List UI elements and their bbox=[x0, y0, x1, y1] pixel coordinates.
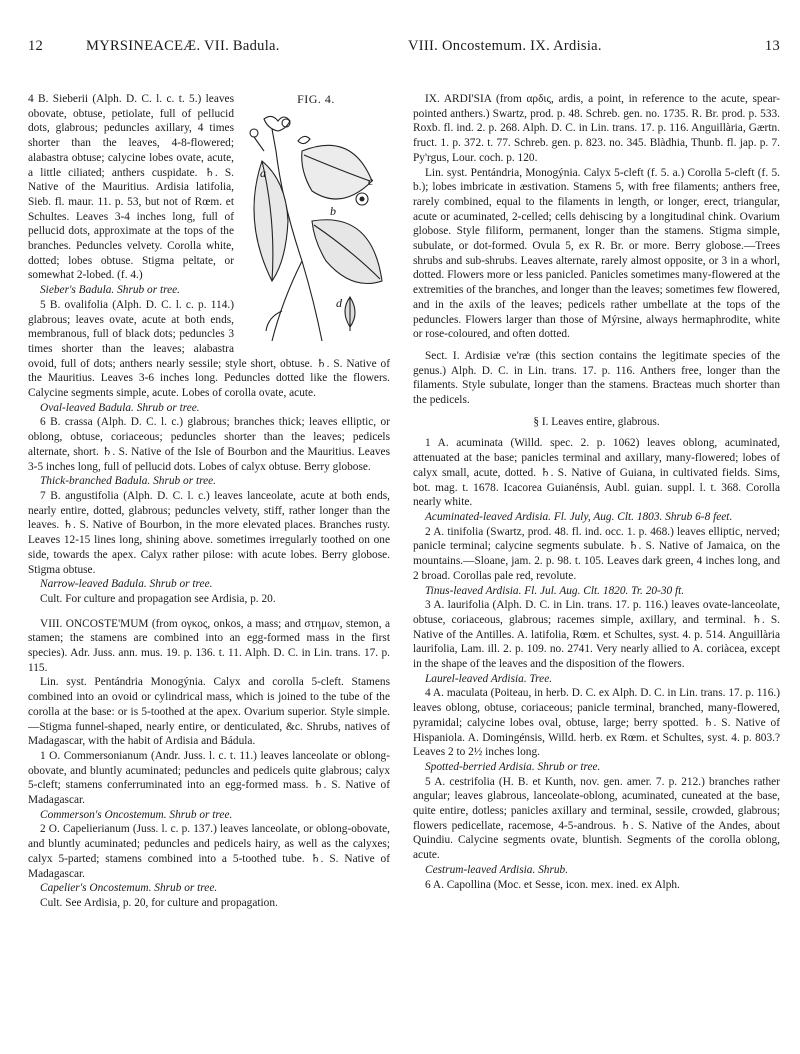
genus-description: Lin. syst. Pentándria, Monogýnia. Calyx 5-cleft (f. 5. a.) Corolla 5-cleft (f. 5. b.); lobes imbricate in æstivation. Stamens 5, with free filaments; anthers free, rarely combined, equal to the filaments in length, or longer, erect, triangular, acute or acuminated, 2-celled; cells dehiscing by a longitudinal chink. Ovarium globose. Style filiform, permanent, longer than the stamens. Stigma simple, subulate, or dot-formed. Ovula 5, ex R. Br. or more. Berry globose.—Trees shrubs and sub-shrubs. Leaves alternate, rarely almost opposite, or 3 in a whorl, dotted. Flowers more or less panicled. Panicles sometimes many-flowered at the extremities of the branches, and longer than the leaves; sometimes few flowered, and in the axils of the leaves; pedicels rather umbellate at the tops of the peduncles. Flowers larger than those of Mýrsine, always hermaphrodite, white or rose-coloured, and often dotted. bbox=[413, 166, 780, 341]
genus-description: Lin. syst. Pentándria Monogýnia. Calyx and corolla 5-cleft. Stamens combined into an ovoid or cylindrical mass, which is joined to the tube of the corolla at the base: or is 5-toothed at the apex. Ovarium superior. Style simple.—Stigma funnel-shaped, nearly entire, or denticulated, &c. Shrubs, natives of Madagascar, with the habit of Ardisia and Bádula. bbox=[28, 676, 390, 748]
species-entry: 5 B. ovalifolia (Alph. D. C. l. c. p. 114.) glabrous; leaves ovate, acute at both ends, membranous, full of black dots; peduncles 3 times shorter than the leaves; alabastra ovoid, full of dots; anthers nearly sessile; style short, obtuse. ♄. S. Native of the Mauritius. Leaves 3-6 inches long. Peduncles dotted like the flowers. Calycine segments simple, acute. Lobes of corolla ovate, acute. bbox=[28, 298, 390, 400]
figure-4 bbox=[242, 92, 390, 350]
common-name: Acuminated-leaved Ardisia. Fl. July, Aug. Clt. 1803. Shrub 6-8 feet. bbox=[425, 510, 733, 523]
common-name: Tinus-leaved Ardisia. Fl. Jul. Aug. Clt. 1820. Tr. 20-30 ft. bbox=[425, 584, 685, 597]
figure-title: FIG. 4. bbox=[297, 92, 335, 106]
common-name: Spotted-berried Ardisia. Shrub or tree. bbox=[425, 760, 601, 773]
common-name: Sieber's Badula. Shrub or tree. bbox=[40, 284, 181, 297]
figure-label-a: a bbox=[260, 165, 266, 180]
common-name: Thick-branched Badula. Shrub or tree. bbox=[40, 475, 217, 488]
common-name: Laurel-leaved Ardisia. Tree. bbox=[425, 672, 553, 685]
common-name: Narrow-leaved Badula. Shrub or tree. bbox=[40, 578, 213, 591]
running-header bbox=[28, 38, 780, 64]
common-name: Cestrum-leaved Ardisia. Shrub. bbox=[425, 863, 569, 876]
common-name: Oval-leaved Badula. Shrub or tree. bbox=[40, 401, 200, 414]
left-column bbox=[28, 92, 390, 911]
species-entry: 4 A. maculata (Poiteau, in herb. D. C. ex Alph. D. C. in Lin. trans. 17. p. 116.) leaves oblong, obtuse, coriaceous; panicle terminal, branched, many-flowered, pyramidal; calycine lobes oval, obtuse, large; berry spotted. ♄. S. Native of Hispaniola. A. Domingénsis, Willd. herb. ex Rœm. et Schultes, syst. 4. p. 803.? Leaves 2 to 2½ inches long. bbox=[413, 687, 780, 759]
right-column bbox=[413, 92, 780, 892]
culture-note: Cult. See Ardisia, p. 20, for culture and propagation. bbox=[40, 896, 278, 909]
figure-label-d: d bbox=[336, 295, 342, 310]
species-entry: 7 B. angustifolia (Alph. D. C. l. c.) leaves lanceolate, acute at both ends, nearly entire, dotted, glabrous; peduncles velvety, stiff, rather longer than the leaves. ♄. S. Native of Bourbon, in the more elevated places. Branches rusty. Leaves 12-15 lines long, shining above. sometimes irregularly toothed on one side, towards the apex. Calyx rather pilose: with acute lobes. Berry globose. Stigma obtuse. bbox=[28, 489, 390, 576]
figure-label-b: b bbox=[330, 203, 336, 218]
species-entry: 1 O. Commersonianum (Andr. Juss. l. c. t. 11.) leaves lanceolate or oblong-obovate, and bluntly acuminated; peduncles and pedicels quite glabrous; calyx 5-cleft; stamens conferruminated into an egg-formed mass. ♄. S. Native of Madagascar. bbox=[28, 749, 390, 807]
genus-heading: IX. ARDI'SIA (from αρδις, ardis, a point, in reference to the acute, spear-pointed anthers.) Swartz, prod. p. 48. Schreb. gen. no. 1735. R. Br. prod. p. 533. Roxb. fl. ind. 2. p. 268. Alph. D. C. in Lin. trans. 17. p. 116. Anguillària, Gærtn. fruct. 1. p. 372. t. 77. Schreb. gen. p. 823. no. 345. Blàdhia, Thunb. fl. jap. p. 7. Py'rgus, Lour. coch. p. 120. bbox=[413, 93, 780, 164]
species-entry: 5 A. cestrifolia (H. B. et Kunth, nov. gen. amer. 7. p. 212.) branches rather angular; leaves glabrous, lanceolate-oblong, acuminated, cuneated at the base, quite entire, dotless; panicles axillary and terminal, sessile, crowded, glabrous; flowers pedicellate, racemose, 4-5-androus. ♄. S. Native of the Andes, about Quindiu. Calycine segments ovate, bluntish. Segments of the corolla oblong, acute. bbox=[413, 775, 780, 862]
species-entry: 6 B. crassa (Alph. D. C. l. c.) glabrous; branches thick; leaves elliptic, or oblong, obtuse, coriaceous; peduncles shorter than the leaves; pedicels alternate, short. ♄. S. Native of the Isle of Bourbon and the Mauritius. Leaves 3-5 inches long, full of pellucid dots. Lobes of calyx obtuse. Berry globose. bbox=[28, 416, 390, 473]
section-description: Sect. I. Ardisiæ ve'ræ (this section contains the legitimate species of the genus.) Alph. D. C. in Lin. trans. 17. p. 116. Anthers free, longer than the filaments. Style subulate, longer than the stamens. Bracteas much shorter than the pedicels. bbox=[413, 349, 780, 407]
left-running-title: MYRSINEACEÆ. VII. Badula. bbox=[86, 38, 280, 54]
species-entry: 1 A. acuminata (Willd. spec. 2. p. 1062) leaves oblong, acuminated, attenuated at the base; panicles terminal and axillary, many-flowered; lobes of calyx small, acute, dotted. ♄. S. Native of Guiana, in cultivated fields. Sims, bot. mag. t. 1678. Icacorea Guianénsis, Aubl. guian. suppl. l. t. 368. Corolla nearly white. bbox=[413, 437, 780, 509]
subsection-heading: § I. Leaves entire, glabrous. bbox=[533, 415, 660, 428]
species-entry: 6 A. Capollina (Moc. et Sesse, icon. mex. ined. ex Alph. bbox=[425, 878, 680, 891]
figure-label-c: c bbox=[368, 173, 374, 188]
species-entry: 2 O. Capelierianum (Juss. l. c. p. 137.) leaves lanceolate, or oblong-obovate, and bluntly acuminated; peduncles and pedicels hairy, as well as the calyxes; calyx 5-parted; stamens combined into a 5-toothed tube. ♄. S. Native of Madagascar. bbox=[28, 823, 390, 880]
common-name: Commerson's Oncostemum. Shrub or tree. bbox=[40, 808, 233, 821]
botanical-illustration bbox=[242, 111, 390, 347]
species-entry: 2 A. tinifolia (Swartz, prod. 48. fl. ind. occ. 1. p. 468.) leaves elliptic, nerved; panicle terminal; calycine segments subulate. ♄. S. Native of Jamaica, on the mountains.—Sloane, jam. 2. p. 98. t. 105. Leaves dark green, 4 inches long, and 2 broad. Corollas pale red, revolute. bbox=[413, 525, 780, 582]
species-entry: 3 A. laurifolia (Alph. D. C. in Lin. trans. 17. p. 116.) leaves ovate-lanceolate, obtuse, coriaceous, glabrous; racemes simple, axillary, and terminal. ♄. S. Native of the Antilles. A. latifolia, Rœm. et Schultes, syst. 4. p. 514. Anguillària laurifolia, Lam. ill. 2. p. 109. no. 2741. Very nearly allied to A. coriàcea, except in the shape of the leaves and the disposition of the flowers. bbox=[413, 599, 780, 671]
right-running-title: VIII. Oncostemum. IX. Ardisia. bbox=[408, 38, 602, 54]
genus-heading: VIII. ONCOSTE'MUM (from ογκος, onkos, a mass; and στημων, stemon, a stamen; the stamens are combined into an egg-formed mass in the first species). Adr. Juss. ann. mus. 19. p. 136. t. 11. Alph. D. C. in Lin. trans. 17. p. 115. bbox=[28, 617, 390, 674]
right-page-number: 13 bbox=[764, 38, 780, 54]
left-page-number: 12 bbox=[28, 38, 44, 54]
common-name: Capelier's Oncostemum. Shrub or tree. bbox=[40, 882, 218, 895]
species-entry: 4 B. Sieberii (Alph. D. C. l. c. t. 5.) leaves obovate, obtuse, petiolate, full of pellucid dots, glabrous; peduncles axillary, 4 times shorter than the leaves, 4-8-flowered; alabastra obtuse; calycine lobes ovate, acute, a little ciliated; anthers cuspidate. ♄. S. Native of the Mauritius. Ardisia latifolia, Sieb. fl. maur. 11. p. 53, but not of Rœm. et Schultes. Leaves 3-4 inches long, full of pellucid dots, approximate at the tops of the branches. Peduncles velvety. Corolla white, dotted; lobes obtuse. Stigma peltate, or somewhat 2-lobed. (f. 4.) bbox=[28, 93, 234, 282]
culture-note: Cult. For culture and propagation see Ardisia, p. 20. bbox=[40, 592, 276, 605]
